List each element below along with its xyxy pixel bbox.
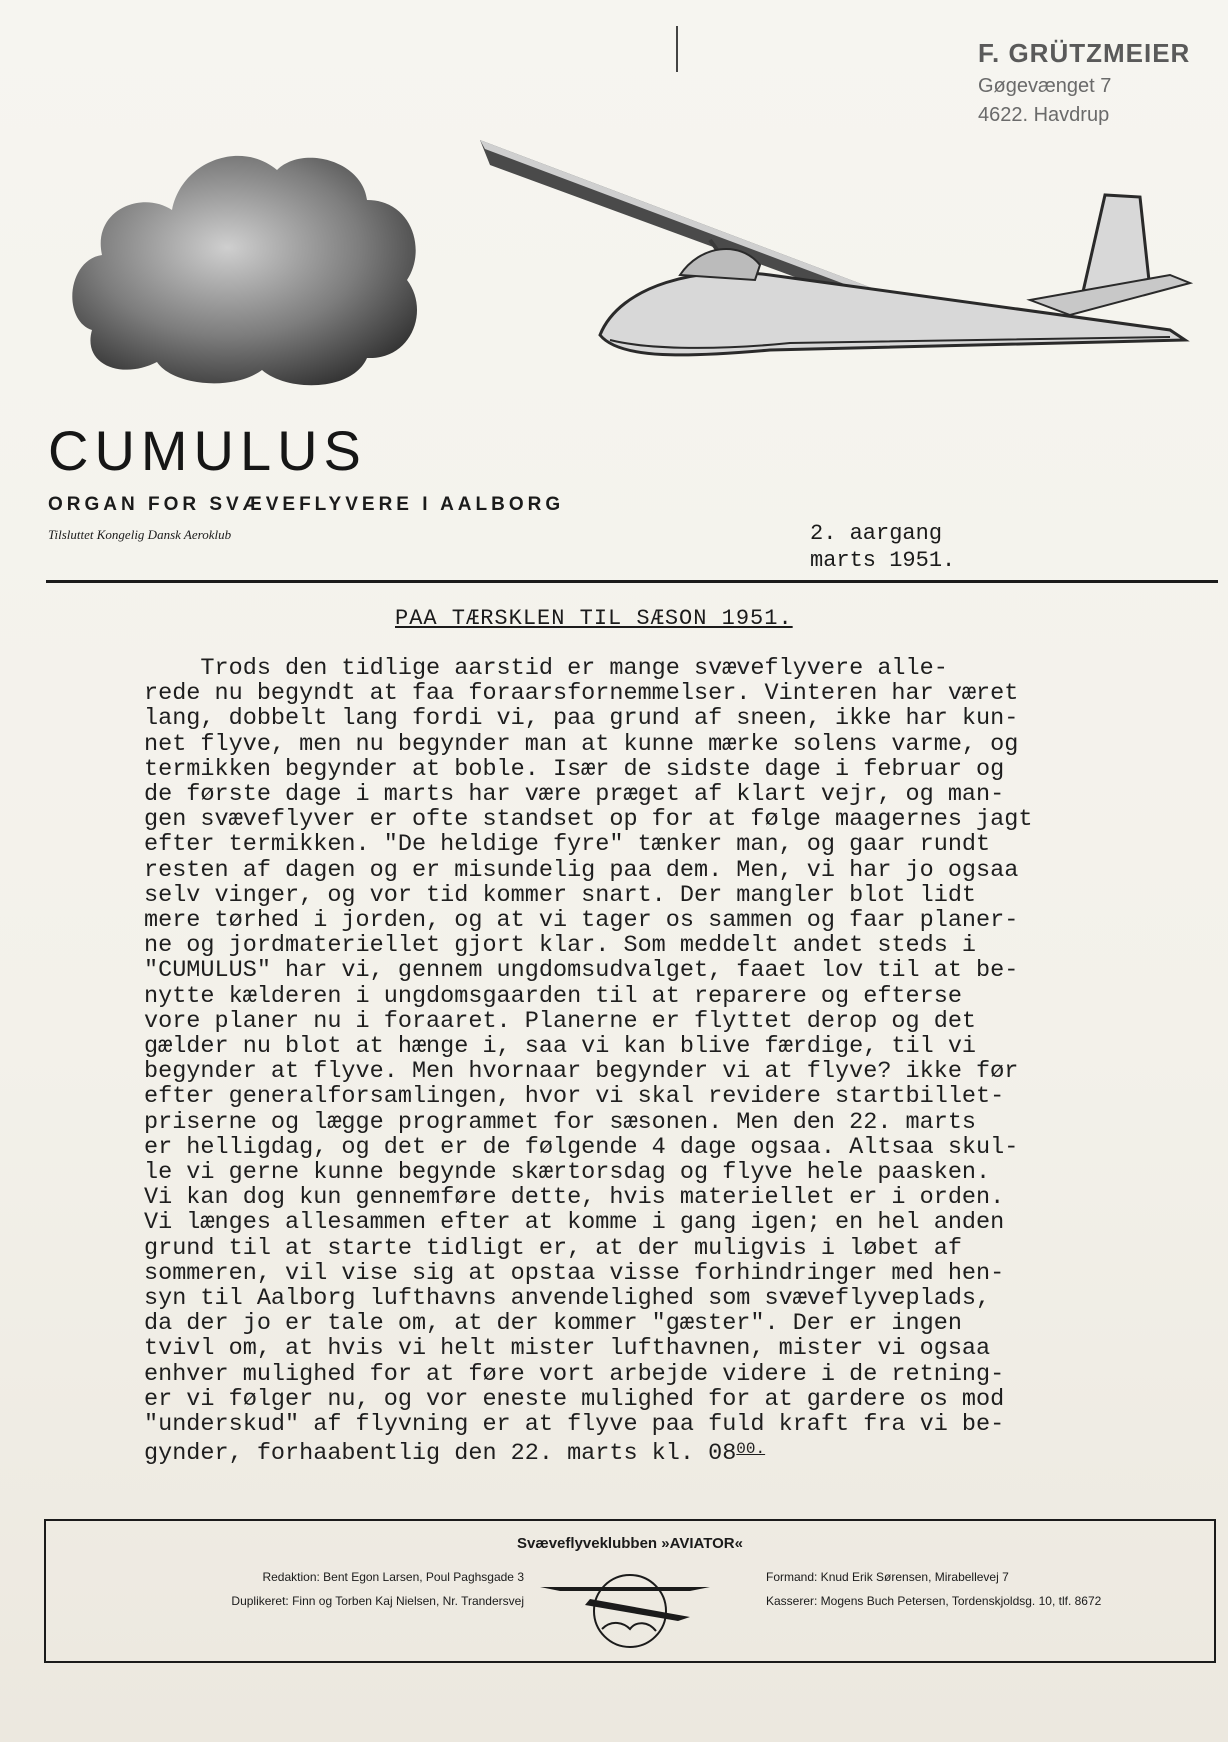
masthead-affiliation: Tilsluttet Kongelig Dansk Aeroklub xyxy=(48,527,232,542)
article-line: tvivl om, at hvis vi helt mister lufthavnen, mister vi ogsaa xyxy=(144,1335,991,1363)
stamp-name: F. GRÜTZMEIER xyxy=(978,38,1191,68)
article-line: rede nu begyndt at faa foraarsfornemmelser. Vinteren har været xyxy=(144,680,1019,708)
article-line: vore planer nu i foraaret. Planerne er flyttet derop og det xyxy=(144,1007,977,1035)
article-line: er helligdag, og det er de følgende 4 dage ogsaa. Altsaa skul- xyxy=(144,1133,1019,1161)
article-line: sommeren, vil vise sig at opstaa visse forhindringer med hen- xyxy=(144,1259,1005,1287)
article-line: Vi kan dog kun gennemføre dette, hvis materiellet er i orden. xyxy=(144,1184,1005,1212)
article-line: nytte kælderen i ungdomsgaarden til at reparere og efterse xyxy=(144,982,962,1010)
article-line: syn til Aalborg lufthavns anvendelighed som svæveflyveplads, xyxy=(144,1285,991,1313)
article-line: net flyve, men nu begynder man at kunne mærke solens varme, og xyxy=(144,730,1019,758)
article-line: efter generalforsamlingen, hvor vi skal revidere startbillet- xyxy=(144,1083,1005,1111)
club-footer xyxy=(44,1519,1216,1663)
article-line: Trods den tidlige aarstid er mange svæveflyvere alle- xyxy=(144,655,948,682)
article-line: "CUMULUS" har vi, gennem ungdomsudvalget, faaet lov til at be- xyxy=(144,957,1019,985)
article-line: gynder, forhaabentlig den 22. marts kl. 08 xyxy=(144,1440,737,1468)
stamp-street: Gøgevænget 7 xyxy=(978,75,1112,97)
article-line: ne og jordmateriellet gjort klar. Som meddelt andet steds i xyxy=(144,932,977,960)
article-line: gælder nu blot at hænge i, saa vi kan blive færdige, til vi xyxy=(144,1033,977,1061)
issue-info xyxy=(810,520,955,574)
article-line: mere tørhed i jorden, og at vi tager os sammen og faar planer- xyxy=(144,907,1019,935)
aviator-emblem-icon xyxy=(540,1559,710,1649)
article-line: de første dage i marts har være præget af klart vejr, og man- xyxy=(144,781,1005,809)
footer-officers xyxy=(766,1565,1101,1613)
issue-date: marts 1951. xyxy=(810,548,956,573)
masthead-title: CUMULUS xyxy=(48,419,367,482)
issue-volume: 2. aargang xyxy=(810,521,943,546)
footer-formand: Formand: Knud Erik Sørensen, Mirabellevej 7 xyxy=(766,1570,1009,1584)
article-line: grund til at starte tidligt er, at der muligvis i løbet af xyxy=(144,1234,962,1262)
article-last-line xyxy=(144,1437,1144,1466)
article-line: begynder at flyve. Men hvornaar begynder vi at flyve? ikke før xyxy=(144,1058,1019,1086)
article-line: enhver mulighed for at føre vort arbejde videre i de retning- xyxy=(144,1360,1005,1388)
article-line: resten af dagen og er misundelig paa dem. Men, vi har jo ogsaa xyxy=(144,856,1019,884)
article-line: lang, dobbelt lang fordi vi, paa grund af sneen, ikke har kun- xyxy=(144,705,1019,733)
cloud-illustration xyxy=(62,130,430,392)
article-body xyxy=(144,656,1144,1467)
footer-duplikeret: Duplikeret: Finn og Torben Kaj Nielsen, Nr. Trandersvej xyxy=(231,1594,524,1608)
article-time-superscript: 00. xyxy=(736,1440,766,1459)
article-line: gen svæveflyver er ofte standset op for at følge maagernes jagt xyxy=(144,806,1033,834)
footer-redaktion: Redaktion: Bent Egon Larsen, Poul Paghsgade 3 xyxy=(262,1570,524,1584)
address-stamp xyxy=(978,38,1198,127)
footer-credits xyxy=(231,1565,524,1613)
article-line: le vi gerne kunne begynde skærtorsdag og flyve hele paasken. xyxy=(144,1159,991,1187)
footer-kasserer: Kasserer: Mogens Buch Petersen, Tordenskjoldsg. 10, tlf. 8672 xyxy=(766,1594,1102,1608)
article-line: selv vinger, og vor tid kommer snart. Der mangler blot lidt xyxy=(144,881,977,909)
article-line: termikken begynder at boble. Især de sidste dage i februar og xyxy=(144,755,1005,783)
stamp-city: 4622. Havdrup xyxy=(978,104,1110,126)
header-rule xyxy=(46,580,1218,583)
article-line: "underskud" af flyvning er at flyve paa fuld kraft fra vi be- xyxy=(144,1411,1005,1439)
article-line: Vi længes allesammen efter at komme i gang igen; en hel anden xyxy=(144,1209,1005,1237)
masthead-subtitle: ORGAN FOR SVÆVEFLYVERE I AALBORG xyxy=(48,494,565,515)
article-line: efter termikken. "De heldige fyre" tænker man, og gaar rundt xyxy=(144,831,991,859)
article-line: priserne og lægge programmet for sæsonen. Men den 22. marts xyxy=(144,1108,977,1136)
article-line: er vi følger nu, og vor eneste mulighed for at gardere os mod xyxy=(144,1385,1005,1413)
club-name: Svæveflyveklubben »AVIATOR« xyxy=(517,1535,743,1552)
article-line: da der jo er tale om, at der kommer "gæster". Der er ingen xyxy=(144,1310,962,1338)
glider-illustration xyxy=(470,125,1210,415)
fold-mark xyxy=(676,26,678,72)
article-heading: PAA TÆRSKLEN TIL SÆSON 1951. xyxy=(395,606,793,631)
